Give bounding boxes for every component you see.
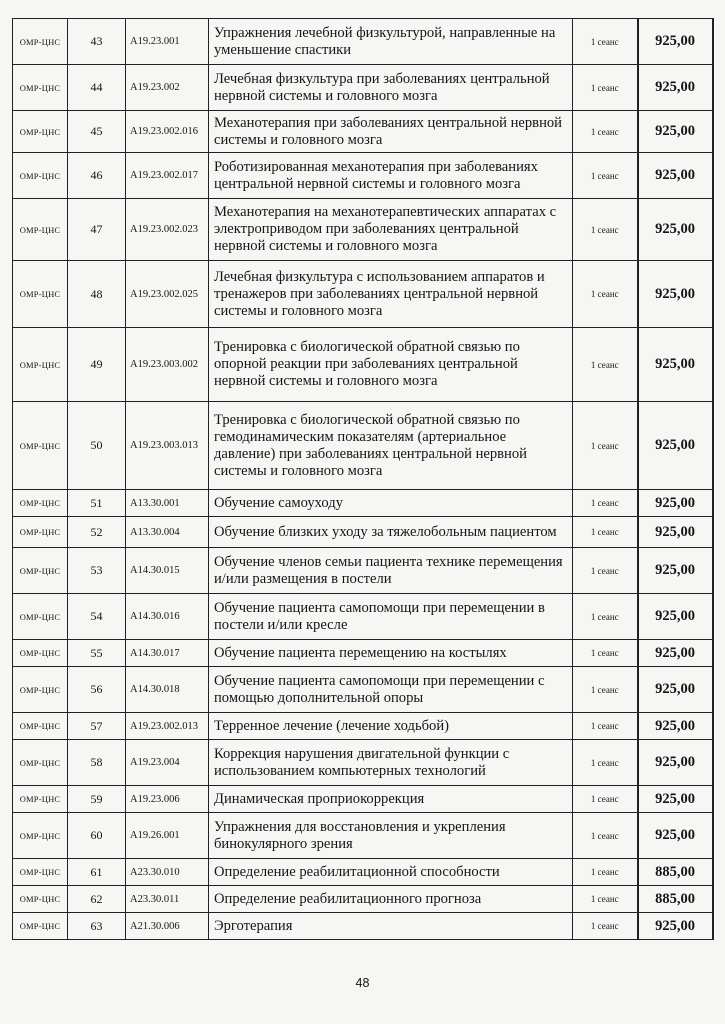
- row-number-cell: 58: [68, 740, 126, 786]
- price-list-table: [12, 18, 714, 940]
- service-name-cell: Обучение самоуходу: [209, 490, 573, 517]
- service-name-cell: Лечебная физкультура при заболеваниях центральной нервной системы и головного мозга: [209, 65, 573, 111]
- row-number-cell: 56: [68, 667, 126, 713]
- table-row: [13, 594, 713, 640]
- service-code-cell: A19.23.003.002: [126, 328, 209, 402]
- table-row: [13, 490, 713, 517]
- row-number-cell: 43: [68, 19, 126, 65]
- unit-cell: 1 сеанс: [573, 19, 638, 65]
- table-row: [13, 667, 713, 713]
- row-number-cell: 55: [68, 640, 126, 667]
- unit-cell: 1 сеанс: [573, 640, 638, 667]
- service-name-cell: Эрготерапия: [209, 913, 573, 940]
- category-cell: ОМР-ЦНС: [13, 813, 68, 859]
- service-code-cell: A19.26.001: [126, 813, 209, 859]
- unit-cell: 1 сеанс: [573, 913, 638, 940]
- row-number-cell: 59: [68, 786, 126, 813]
- service-code-cell: A23.30.010: [126, 859, 209, 886]
- unit-cell: 1 сеанс: [573, 111, 638, 153]
- page-number: 48: [355, 976, 370, 990]
- table-row: [13, 261, 713, 328]
- service-code-cell: A14.30.017: [126, 640, 209, 667]
- row-number-cell: 63: [68, 913, 126, 940]
- row-number-cell: 52: [68, 517, 126, 548]
- price-list-body: [13, 19, 713, 940]
- service-code-cell: A13.30.004: [126, 517, 209, 548]
- service-code-cell: A19.23.002.013: [126, 713, 209, 740]
- row-number-cell: 49: [68, 328, 126, 402]
- unit-cell: 1 сеанс: [573, 328, 638, 402]
- table-row: [13, 548, 713, 594]
- service-code-cell: A14.30.016: [126, 594, 209, 640]
- unit-cell: 1 сеанс: [573, 594, 638, 640]
- row-number-cell: 45: [68, 111, 126, 153]
- price-cell: 925,00: [638, 402, 713, 490]
- unit-cell: 1 сеанс: [573, 786, 638, 813]
- price-cell: 925,00: [638, 713, 713, 740]
- unit-cell: 1 сеанс: [573, 65, 638, 111]
- service-name-cell: Обучение членов семьи пациента технике перемещения и/или размещения в постели: [209, 548, 573, 594]
- price-cell: 925,00: [638, 813, 713, 859]
- service-name-cell: Тренировка с биологической обратной связью по опорной реакции при заболеваниях центральной нервной системы и головного мозга: [209, 328, 573, 402]
- table-row: [13, 153, 713, 199]
- table-row: [13, 813, 713, 859]
- service-code-cell: A19.23.002.017: [126, 153, 209, 199]
- price-cell: 925,00: [638, 594, 713, 640]
- row-number-cell: 48: [68, 261, 126, 328]
- service-name-cell: Терренное лечение (лечение ходьбой): [209, 713, 573, 740]
- price-cell: 925,00: [638, 667, 713, 713]
- price-cell: 925,00: [638, 786, 713, 813]
- row-number-cell: 46: [68, 153, 126, 199]
- table-row: [13, 402, 713, 490]
- unit-cell: 1 сеанс: [573, 199, 638, 261]
- service-code-cell: A19.23.004: [126, 740, 209, 786]
- service-name-cell: Динамическая проприокоррекция: [209, 786, 573, 813]
- table-row: [13, 19, 713, 65]
- row-number-cell: 53: [68, 548, 126, 594]
- service-name-cell: Определение реабилитационного прогноза: [209, 886, 573, 913]
- unit-cell: 1 сеанс: [573, 859, 638, 886]
- service-name-cell: Тренировка с биологической обратной связью по гемодинамическим показателям (артериальное давление) при заболеваниях центральной нервной системы и головного мозга: [209, 402, 573, 490]
- service-name-cell: Обучение близких уходу за тяжелобольным пациентом: [209, 517, 573, 548]
- price-cell: 925,00: [638, 740, 713, 786]
- table-row: [13, 328, 713, 402]
- category-cell: ОМР-ЦНС: [13, 199, 68, 261]
- unit-cell: 1 сеанс: [573, 490, 638, 517]
- row-number-cell: 51: [68, 490, 126, 517]
- unit-cell: 1 сеанс: [573, 548, 638, 594]
- price-cell: 925,00: [638, 490, 713, 517]
- category-cell: ОМР-ЦНС: [13, 153, 68, 199]
- price-cell: 925,00: [638, 153, 713, 199]
- table-row: [13, 740, 713, 786]
- service-code-cell: A13.30.001: [126, 490, 209, 517]
- service-code-cell: A19.23.001: [126, 19, 209, 65]
- table-row: [13, 786, 713, 813]
- category-cell: ОМР-ЦНС: [13, 490, 68, 517]
- category-cell: ОМР-ЦНС: [13, 786, 68, 813]
- price-cell: 925,00: [638, 328, 713, 402]
- service-name-cell: Роботизированная механотерапия при заболеваниях центральной нервной системы и головного мозга: [209, 153, 573, 199]
- table-row: [13, 65, 713, 111]
- price-cell: 925,00: [638, 517, 713, 548]
- unit-cell: 1 сеанс: [573, 517, 638, 548]
- price-cell: 925,00: [638, 640, 713, 667]
- service-code-cell: A14.30.015: [126, 548, 209, 594]
- service-code-cell: A23.30.011: [126, 886, 209, 913]
- row-number-cell: 54: [68, 594, 126, 640]
- service-code-cell: A21.30.006: [126, 913, 209, 940]
- category-cell: ОМР-ЦНС: [13, 111, 68, 153]
- price-cell: 885,00: [638, 886, 713, 913]
- table-row: [13, 859, 713, 886]
- category-cell: ОМР-ЦНС: [13, 667, 68, 713]
- price-cell: 925,00: [638, 65, 713, 111]
- unit-cell: 1 сеанс: [573, 886, 638, 913]
- price-cell: 925,00: [638, 261, 713, 328]
- service-code-cell: A19.23.006: [126, 786, 209, 813]
- table-row: [13, 517, 713, 548]
- table-row: [13, 886, 713, 913]
- category-cell: ОМР-ЦНС: [13, 640, 68, 667]
- price-cell: 925,00: [638, 111, 713, 153]
- service-code-cell: A19.23.002: [126, 65, 209, 111]
- service-code-cell: A14.30.018: [126, 667, 209, 713]
- category-cell: ОМР-ЦНС: [13, 594, 68, 640]
- category-cell: ОМР-ЦНС: [13, 713, 68, 740]
- row-number-cell: 57: [68, 713, 126, 740]
- price-cell: 885,00: [638, 859, 713, 886]
- service-name-cell: Определение реабилитационной способности: [209, 859, 573, 886]
- row-number-cell: 61: [68, 859, 126, 886]
- price-cell: 925,00: [638, 913, 713, 940]
- service-name-cell: Обучение пациента самопомощи при перемещении в постели и/или кресле: [209, 594, 573, 640]
- category-cell: ОМР-ЦНС: [13, 517, 68, 548]
- row-number-cell: 62: [68, 886, 126, 913]
- category-cell: ОМР-ЦНС: [13, 328, 68, 402]
- row-number-cell: 47: [68, 199, 126, 261]
- category-cell: ОМР-ЦНС: [13, 402, 68, 490]
- unit-cell: 1 сеанс: [573, 261, 638, 328]
- category-cell: ОМР-ЦНС: [13, 740, 68, 786]
- service-code-cell: A19.23.002.025: [126, 261, 209, 328]
- category-cell: ОМР-ЦНС: [13, 19, 68, 65]
- service-name-cell: Обучение пациента самопомощи при перемещении с помощью дополнительной опоры: [209, 667, 573, 713]
- category-cell: ОМР-ЦНС: [13, 859, 68, 886]
- unit-cell: 1 сеанс: [573, 667, 638, 713]
- unit-cell: 1 сеанс: [573, 153, 638, 199]
- service-name-cell: Упражнения лечебной физкультурой, направленные на уменьшение спастики: [209, 19, 573, 65]
- unit-cell: 1 сеанс: [573, 402, 638, 490]
- unit-cell: 1 сеанс: [573, 740, 638, 786]
- price-cell: 925,00: [638, 19, 713, 65]
- table-row: [13, 640, 713, 667]
- price-cell: 925,00: [638, 199, 713, 261]
- service-code-cell: A19.23.002.023: [126, 199, 209, 261]
- row-number-cell: 44: [68, 65, 126, 111]
- row-number-cell: 50: [68, 402, 126, 490]
- service-name-cell: Лечебная физкультура с использованием аппаратов и тренажеров при заболеваниях центральной нервной системы и головного мозга: [209, 261, 573, 328]
- service-name-cell: Механотерапия на механотерапевтических аппаратах с электроприводом при заболеваниях центральной нервной системы и головного мозга: [209, 199, 573, 261]
- service-code-cell: A19.23.002.016: [126, 111, 209, 153]
- table-row: [13, 913, 713, 940]
- table-row: [13, 713, 713, 740]
- unit-cell: 1 сеанс: [573, 813, 638, 859]
- price-cell: 925,00: [638, 548, 713, 594]
- category-cell: ОМР-ЦНС: [13, 261, 68, 328]
- service-name-cell: Коррекция нарушения двигательной функции с использованием компьютерных технологий: [209, 740, 573, 786]
- unit-cell: 1 сеанс: [573, 713, 638, 740]
- table-row: [13, 111, 713, 153]
- table-row: [13, 199, 713, 261]
- category-cell: ОМР-ЦНС: [13, 548, 68, 594]
- service-name-cell: Механотерапия при заболеваниях центральной нервной системы и головного мозга: [209, 111, 573, 153]
- category-cell: ОМР-ЦНС: [13, 65, 68, 111]
- service-name-cell: Упражнения для восстановления и укрепления бинокулярного зрения: [209, 813, 573, 859]
- service-code-cell: A19.23.003.013: [126, 402, 209, 490]
- service-name-cell: Обучение пациента перемещению на костылях: [209, 640, 573, 667]
- category-cell: ОМР-ЦНС: [13, 913, 68, 940]
- row-number-cell: 60: [68, 813, 126, 859]
- category-cell: ОМР-ЦНС: [13, 886, 68, 913]
